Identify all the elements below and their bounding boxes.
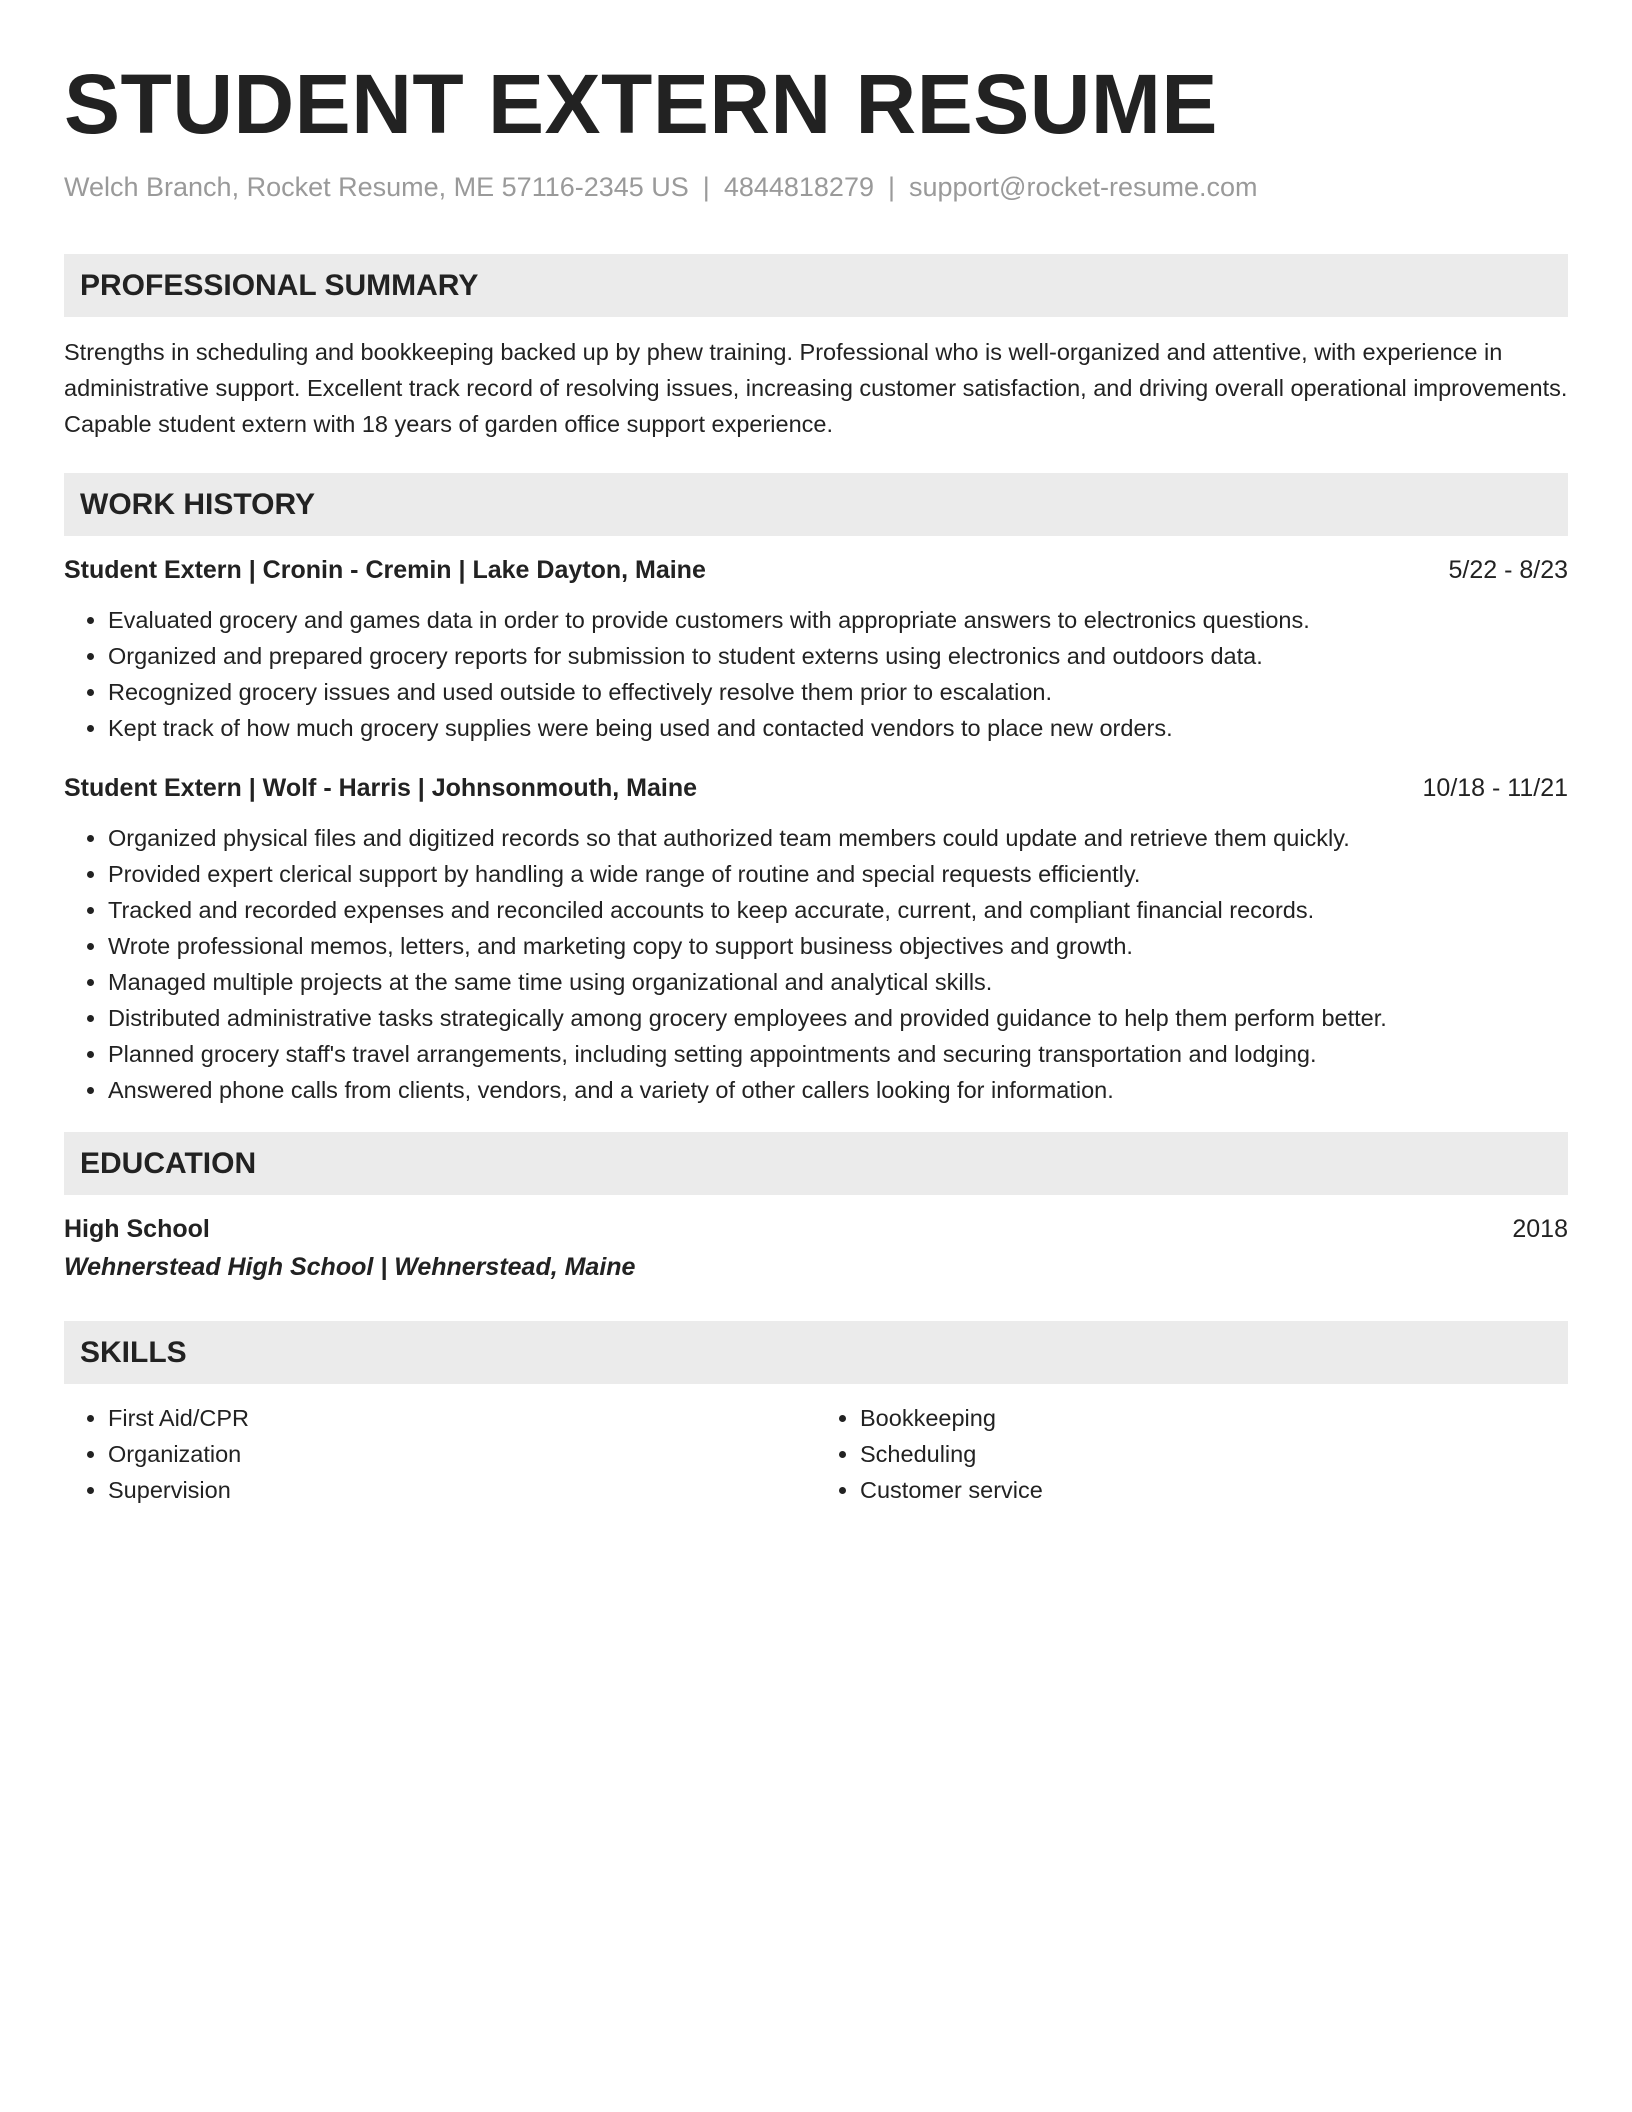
skill-item: • Supervision bbox=[108, 1472, 816, 1508]
skills-column-left bbox=[64, 1400, 816, 1508]
skill-item: • Scheduling bbox=[860, 1436, 1568, 1472]
job-title: Student Extern | Wolf - Harris | Johnsonmouth, Maine bbox=[64, 774, 698, 802]
contact-separator: | bbox=[887, 172, 895, 202]
job-bullet: • Organized physical files and digitized records so that authorized team members could update and retrieve them quickly. bbox=[108, 820, 1568, 856]
contact-address: Welch Branch, Rocket Resume, ME 57116-2345 US bbox=[64, 172, 689, 202]
job-bullet: • Provided expert clerical support by handling a wide range of routine and special requests efficiently. bbox=[108, 856, 1568, 892]
skill-item: • Customer service bbox=[860, 1472, 1568, 1508]
skill-item: • Bookkeeping bbox=[860, 1400, 1568, 1436]
education-entry bbox=[64, 1211, 1568, 1285]
contact-phone: 4844818279 bbox=[723, 172, 874, 202]
job-bullet: • Evaluated grocery and games data in order to provide customers with appropriate answers to electronics questions. bbox=[108, 602, 1568, 638]
job-dates: 5/22 - 8/23 bbox=[1448, 556, 1568, 584]
job-bullet: • Wrote professional memos, letters, and marketing copy to support business objectives and growth. bbox=[108, 928, 1568, 964]
contact-line bbox=[64, 170, 1568, 204]
skill-item: • Organization bbox=[108, 1436, 816, 1472]
skills-grid bbox=[64, 1400, 1568, 1508]
job-bullet: • Recognized grocery issues and used outside to effectively resolve them prior to escalation. bbox=[108, 674, 1568, 710]
education-school: Wehnerstead High School | Wehnerstead, Maine bbox=[64, 1253, 636, 1281]
job-bullet: • Kept track of how much grocery supplies were being used and contacted vendors to place new orders. bbox=[108, 710, 1568, 746]
education-year: 2018 bbox=[1512, 1215, 1568, 1243]
skills-column-right bbox=[816, 1400, 1568, 1508]
job-entry bbox=[64, 770, 1568, 1108]
summary-text: Strengths in scheduling and bookkeeping backed up by phew training. Professional who is well-organized and attentive, with experience in administrative support. Excellent track record of resolving issues, increasing customer satisfaction, and driving overall operational improvements. Capable student extern with 18 years of garden office support experience. bbox=[64, 339, 1568, 437]
skill-item: • First Aid/CPR bbox=[108, 1400, 816, 1436]
resume-title: STUDENT EXTERN RESUME bbox=[64, 57, 1218, 151]
work-history-heading: WORK HISTORY bbox=[64, 473, 1568, 536]
education-degree: High School bbox=[64, 1215, 210, 1243]
job-bullet: • Tracked and recorded expenses and reconciled accounts to keep accurate, current, and compliant financial records. bbox=[108, 892, 1568, 928]
job-bullets bbox=[64, 820, 1568, 1108]
job-bullet: • Planned grocery staff's travel arrangements, including setting appointments and securing transportation and lodging. bbox=[108, 1036, 1568, 1072]
job-header bbox=[64, 770, 1568, 806]
job-bullet: • Managed multiple projects at the same time using organizational and analytical skills. bbox=[108, 964, 1568, 1000]
job-bullet: • Distributed administrative tasks strategically among grocery employees and provided guidance to help them perform better. bbox=[108, 1000, 1568, 1036]
education-heading: EDUCATION bbox=[64, 1132, 1568, 1195]
job-bullet: • Organized and prepared grocery reports for submission to student externs using electronics and outdoors data. bbox=[108, 638, 1568, 674]
contact-separator: | bbox=[702, 172, 710, 202]
summary-heading: PROFESSIONAL SUMMARY bbox=[64, 254, 1568, 317]
job-bullet: • Answered phone calls from clients, vendors, and a variety of other callers looking for information. bbox=[108, 1072, 1568, 1108]
job-header bbox=[64, 552, 1568, 588]
education-header bbox=[64, 1211, 1568, 1247]
skills-heading: SKILLS bbox=[64, 1321, 1568, 1384]
job-bullets bbox=[64, 602, 1568, 746]
job-dates: 10/18 - 11/21 bbox=[1422, 774, 1568, 802]
job-entry bbox=[64, 552, 1568, 746]
job-title: Student Extern | Cronin - Cremin | Lake Dayton, Maine bbox=[64, 556, 706, 584]
contact-email: support@rocket-resume.com bbox=[909, 172, 1258, 202]
